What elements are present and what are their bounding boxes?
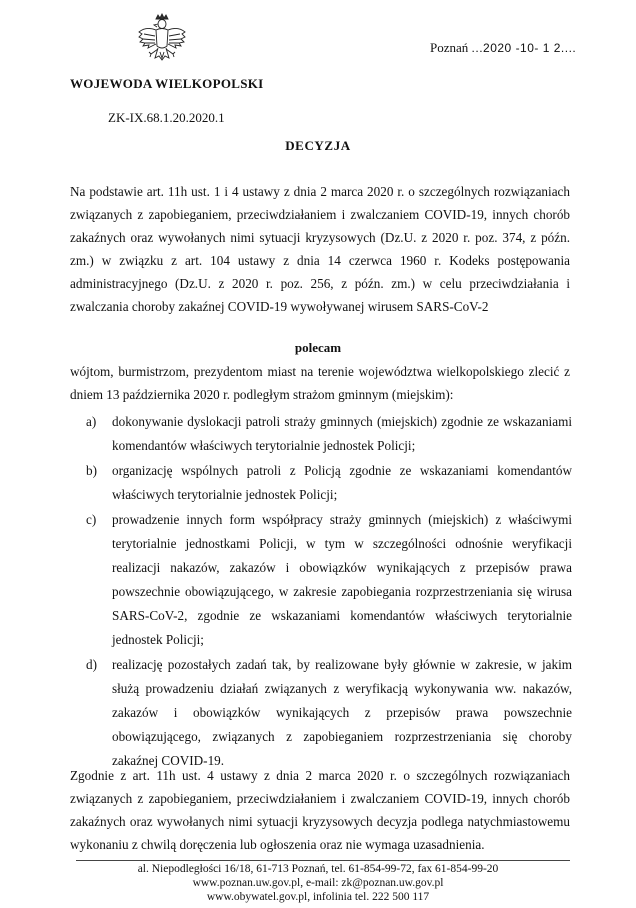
list-item bbox=[86, 459, 572, 507]
closing-paragraph: Zgodnie z art. 11h ust. 4 ustawy z dnia 2 marca 2020 r. o szczególnych rozwiązaniach związanych z zapobieganiem, przeciwdziałaniem i zwalczaniem COVID-19, innych chorób zakaźnych oraz wywołanych nimi sytuacji kryzysowych decyzja podlega natychmiastowemu wykonaniu z chwilą doręczenia lub ogłoszenia oraz nie wymaga uzasadnienia. bbox=[70, 768, 570, 852]
eagle-emblem-icon bbox=[136, 12, 188, 72]
obligations-list bbox=[86, 410, 572, 774]
legal-basis-line: postępowania administracyjnego (Dz.U. z 2020 r. poz. 256, z późn. zm.) bbox=[70, 253, 571, 291]
footer-web-email: www.poznan.uw.gov.pl, e-mail: zk@poznan.uw.gov.pl bbox=[192, 877, 444, 889]
footer bbox=[0, 862, 636, 904]
case-number: ZK-IX.68.1.20.2020.1 bbox=[108, 110, 225, 125]
list-item bbox=[86, 508, 572, 652]
list-item bbox=[86, 653, 572, 773]
document-title: DECYZJA bbox=[285, 138, 351, 153]
operative-verb: polecam bbox=[294, 340, 342, 355]
place-and-date bbox=[430, 40, 576, 56]
legal-basis-line: innych chorób zakaźnych oraz wywołanych nimi sytuacji kryzysowych (Dz.U. z 2020 r. bbox=[70, 207, 571, 245]
place-label: Poznań bbox=[430, 40, 469, 55]
list-item-text: organizację wspólnych patroli z Policją zgodnie ze wskazaniami komendantów właściwych terytorialnie jednostek Policji; bbox=[112, 463, 572, 502]
date-stamp: ...2020 -10- 1 2.... bbox=[471, 41, 577, 55]
list-item-text: dokonywanie dyslokacji patroli straży gminnych (miejskich) zgodnie ze wskazaniami komendantów właściwych terytorialnie jednostek Policji; bbox=[112, 414, 572, 453]
list-item-marker: c) bbox=[86, 512, 97, 527]
addressee-paragraph bbox=[70, 360, 570, 406]
legal-basis-line: związanych z zapobieganiem, przeciwdziałaniem i zwalczaniem COVID-19, bbox=[70, 207, 488, 222]
list-item-marker: a) bbox=[86, 414, 97, 429]
footer-address: al. Niepodległości 16/18, 61-713 Poznań, tel. 61-854-99-72, fax 61-854-99-20 bbox=[137, 863, 499, 875]
legal-basis-paragraph bbox=[70, 180, 570, 318]
legal-basis-line: wirusem SARS-CoV-2 bbox=[367, 299, 489, 314]
list-item-marker: b) bbox=[86, 463, 97, 478]
legal-basis-line: Na podstawie art. 11h ust. 1 i 4 ustawy z dnia 2 marca 2020 r. o szczególnych rozwiązaniach bbox=[70, 184, 570, 199]
list-item-text: realizację pozostałych zadań tak, by realizowane były głównie w zakresie, w jakim służą prowadzeniu działań związanych z weryfikacją wykonywania ww. nakazów, zakazów i obowiązków wynikających z przepisów prawa powszechnie obowiązującego, związanych z zapobieganiem rozprzestrzeniania się choroby zakaźnej COVID-19. bbox=[112, 657, 572, 768]
legal-basis-line: poz. 374, z późn. zm.) w związku z art. 104 ustawy z dnia 14 czerwca 1960 r. Kodeks bbox=[70, 230, 571, 268]
addressee-line: wójtom, burmistrzom, prezydentom miast na terenie województwa wielkopolskiego zlecić bbox=[70, 364, 560, 379]
footer-citizen-portal: www.obywatel.gov.pl, infolinia tel. 222 500 117 bbox=[206, 891, 430, 903]
addressee-line: z dniem 13 października 2020 r. podległym strażom gminnym (miejskim): bbox=[70, 364, 571, 402]
legal-basis-line: w celu przeciwdziałania i zwalczania choroby zakaźnej COVID-19 wywoływanej bbox=[70, 276, 570, 314]
list-item bbox=[86, 410, 572, 458]
list-item-text: prowadzenie innych form współpracy straży gminnych (miejskich) z właściwymi terytorialnie jednostkami Policji, w tym w szczególności odnośnie weryfikacji realizacji nakazów, zakazów i obowiązków wynikających z przepisów prawa powszechnie obowiązującego, w zakresie zapobiegania rozprzestrzeniania się wirusa SARS-CoV-2, zgodnie ze wskazaniami komendantów właściwych terytorialnie jednostek Policji; bbox=[112, 512, 572, 647]
issuing-authority: WOJEWODA WIELKOPOLSKI bbox=[70, 76, 264, 91]
list-item-marker: d) bbox=[86, 657, 97, 672]
footer-divider bbox=[76, 860, 570, 861]
